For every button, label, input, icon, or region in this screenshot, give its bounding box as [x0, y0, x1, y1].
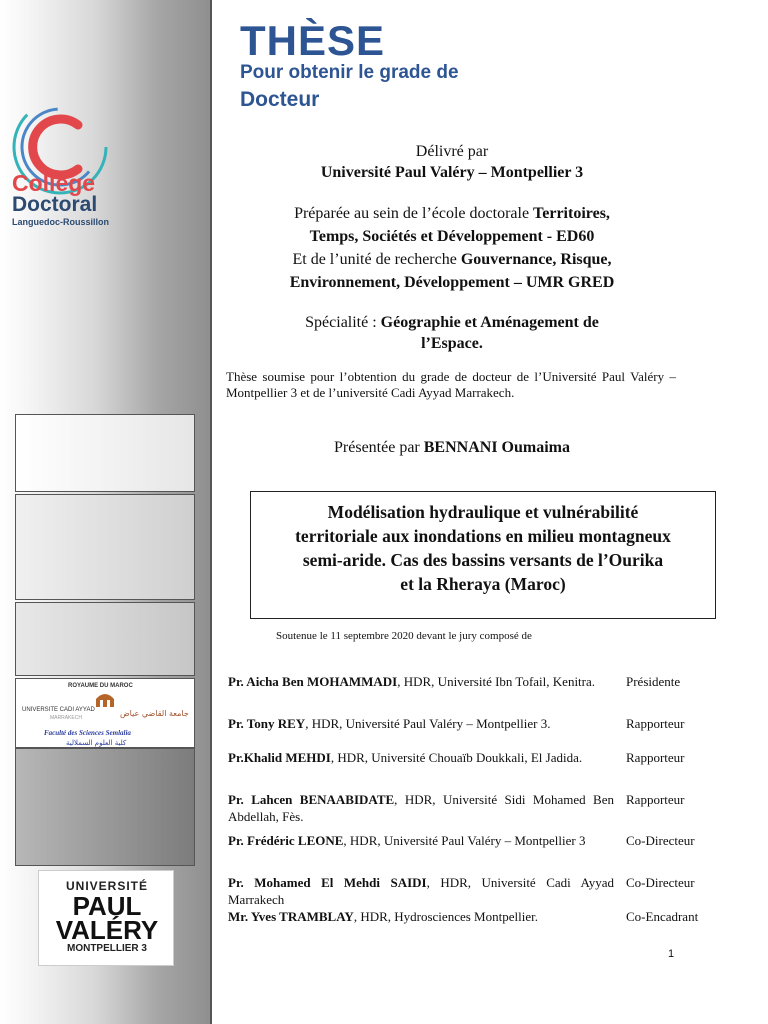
ucam-faculty: Faculté des Sciences Semlalia	[44, 729, 131, 737]
thesis-title-line4: et la Rheraya (Maroc)	[400, 574, 566, 594]
delivered-university: Université Paul Valéry – Montpellier 3	[320, 164, 584, 181]
jury-member-role: Rapporteur	[626, 716, 685, 731]
ucam-faculty-arabic: كلية العلوم السملالية	[66, 739, 127, 747]
author-name: BENNANI Oumaima	[423, 439, 570, 456]
sidebar-panel	[0, 0, 212, 1024]
thesis-title-line3: semi-aride. Cas des bassins versants de l’Ourika	[302, 550, 664, 570]
page-number: 1	[668, 948, 675, 960]
jury-member-details: , HDR, Université Paul Valéry – Montpellier 3.	[305, 716, 551, 731]
jury-member-name: Mr. Yves TRAMBLAY	[228, 909, 354, 924]
jury-member-text	[228, 791, 614, 825]
jury-member-role: Co-Directeur	[626, 833, 695, 848]
jury-member-role: Présidente	[626, 674, 681, 689]
thesis-title-line2: territoriale aux inondations en milieu montagneux	[295, 526, 671, 546]
jury-member-details: , HDR, Université Ibn Tofail, Kenitra.	[397, 674, 596, 689]
speciality-line2: l’Espace.	[421, 335, 483, 352]
jury-member-details: , HDR, Université Paul Valéry – Montpellier 3	[343, 833, 586, 848]
jury-member-name: Pr. Mohamed El Mehdi SAIDI	[228, 875, 427, 890]
jury-member-name: Pr. Aicha Ben MOHAMMADI	[228, 674, 398, 689]
research-unit-line2: Environnement, Développement – UMR GRED	[289, 274, 615, 291]
doctoral-school-line2: Temps, Sociétés et Développement - ED60	[309, 228, 595, 245]
jury-member-name: Pr. Lahcen BENAABIDATE	[228, 792, 395, 807]
ucam-emblem-icon	[94, 691, 116, 707]
sidebar-box	[15, 602, 195, 676]
ucam-name: UNIVERSITE CADI AYYAD	[22, 707, 95, 713]
speciality-name: Géographie et Aménagement de	[380, 314, 599, 331]
speciality-line1	[228, 312, 676, 333]
jury-member-role: Co-Encadrant	[626, 909, 699, 924]
doctoral-school-line1	[228, 203, 676, 224]
jury-member-role: Rapporteur	[626, 750, 685, 765]
these-title: THÈSE	[240, 17, 386, 64]
sidebar-box	[15, 414, 195, 492]
jury-member-name: Pr.Khalid MEHDI	[228, 750, 331, 765]
these-subtitle: Pour obtenir le grade de	[240, 62, 459, 83]
doctoral-school-prefix: Préparée au sein de l’école doctorale	[294, 205, 534, 222]
upv-line1: UNIVERSITÉ	[65, 879, 148, 893]
ucam-arabic-name: جامعة القاضي عياض	[120, 709, 189, 718]
ucam-logo	[15, 678, 195, 748]
jury-member-details: , HDR, Université Cadi Ayyad Marrakech	[228, 875, 614, 907]
jury-member-details: , HDR, Hydrosciences Montpellier.	[353, 909, 538, 924]
jury-member-text	[228, 874, 614, 908]
research-unit-line1	[228, 249, 676, 270]
thesis-title-line1: Modélisation hydraulique et vulnérabilité	[327, 502, 639, 522]
jury-member-text	[228, 673, 614, 690]
speciality-prefix: Spécialité :	[305, 314, 381, 331]
upv-line4: MONTPELLIER 3	[66, 943, 147, 954]
jury-member-role: Co-Directeur	[626, 875, 695, 890]
jury-member-details: , HDR, Université Sidi Mohamed Ben Abdellah, Fès.	[228, 792, 614, 824]
research-unit-name: Gouvernance, Risque,	[460, 251, 612, 268]
defense-date: Soutenue le 11 septembre 2020 devant le jury composé de	[276, 630, 532, 642]
upv-line2: PAUL	[72, 891, 142, 921]
college-name: Collège	[12, 170, 96, 196]
college-region: Languedoc-Roussillon	[12, 217, 110, 227]
jury-member-text	[228, 749, 614, 766]
thesis-description: Thèse soumise pour l’obtention du grade de docteur de l’Université Paul Valéry – Montpellier 3 et de l’université Cadi Ayyad Marrakech.	[226, 369, 676, 400]
upv-logo	[38, 870, 174, 966]
research-unit-prefix: Et de l’unité de recherche	[292, 251, 461, 268]
ucam-city: MARRAKECH	[50, 715, 82, 721]
sidebar-box	[15, 748, 195, 866]
jury-member-details: , HDR, Université Chouaïb Doukkali, El Jadida.	[330, 750, 583, 765]
jury-member-name: Pr. Tony REY	[228, 716, 306, 731]
delivered-label: Délivré par	[415, 143, 489, 160]
doctoral-school-name: Territoires,	[533, 205, 610, 222]
jury-member-name: Pr. Frédéric LEONE	[228, 833, 344, 848]
sidebar-box	[15, 494, 195, 600]
upv-line3: VALÉRY	[55, 915, 159, 945]
presented-prefix: Présentée par	[334, 439, 424, 456]
presented-by	[228, 437, 676, 458]
jury-member-role: Rapporteur	[626, 792, 685, 807]
college-doctoral-label: Doctoral	[12, 193, 98, 216]
thesis-title-box	[250, 491, 716, 619]
ucam-kingdom: ROYAUME DU MAROC	[68, 683, 133, 689]
these-degree: Docteur	[240, 88, 320, 111]
jury-member-text	[228, 715, 614, 732]
jury-member-text	[228, 908, 614, 925]
jury-member-text	[228, 832, 614, 849]
